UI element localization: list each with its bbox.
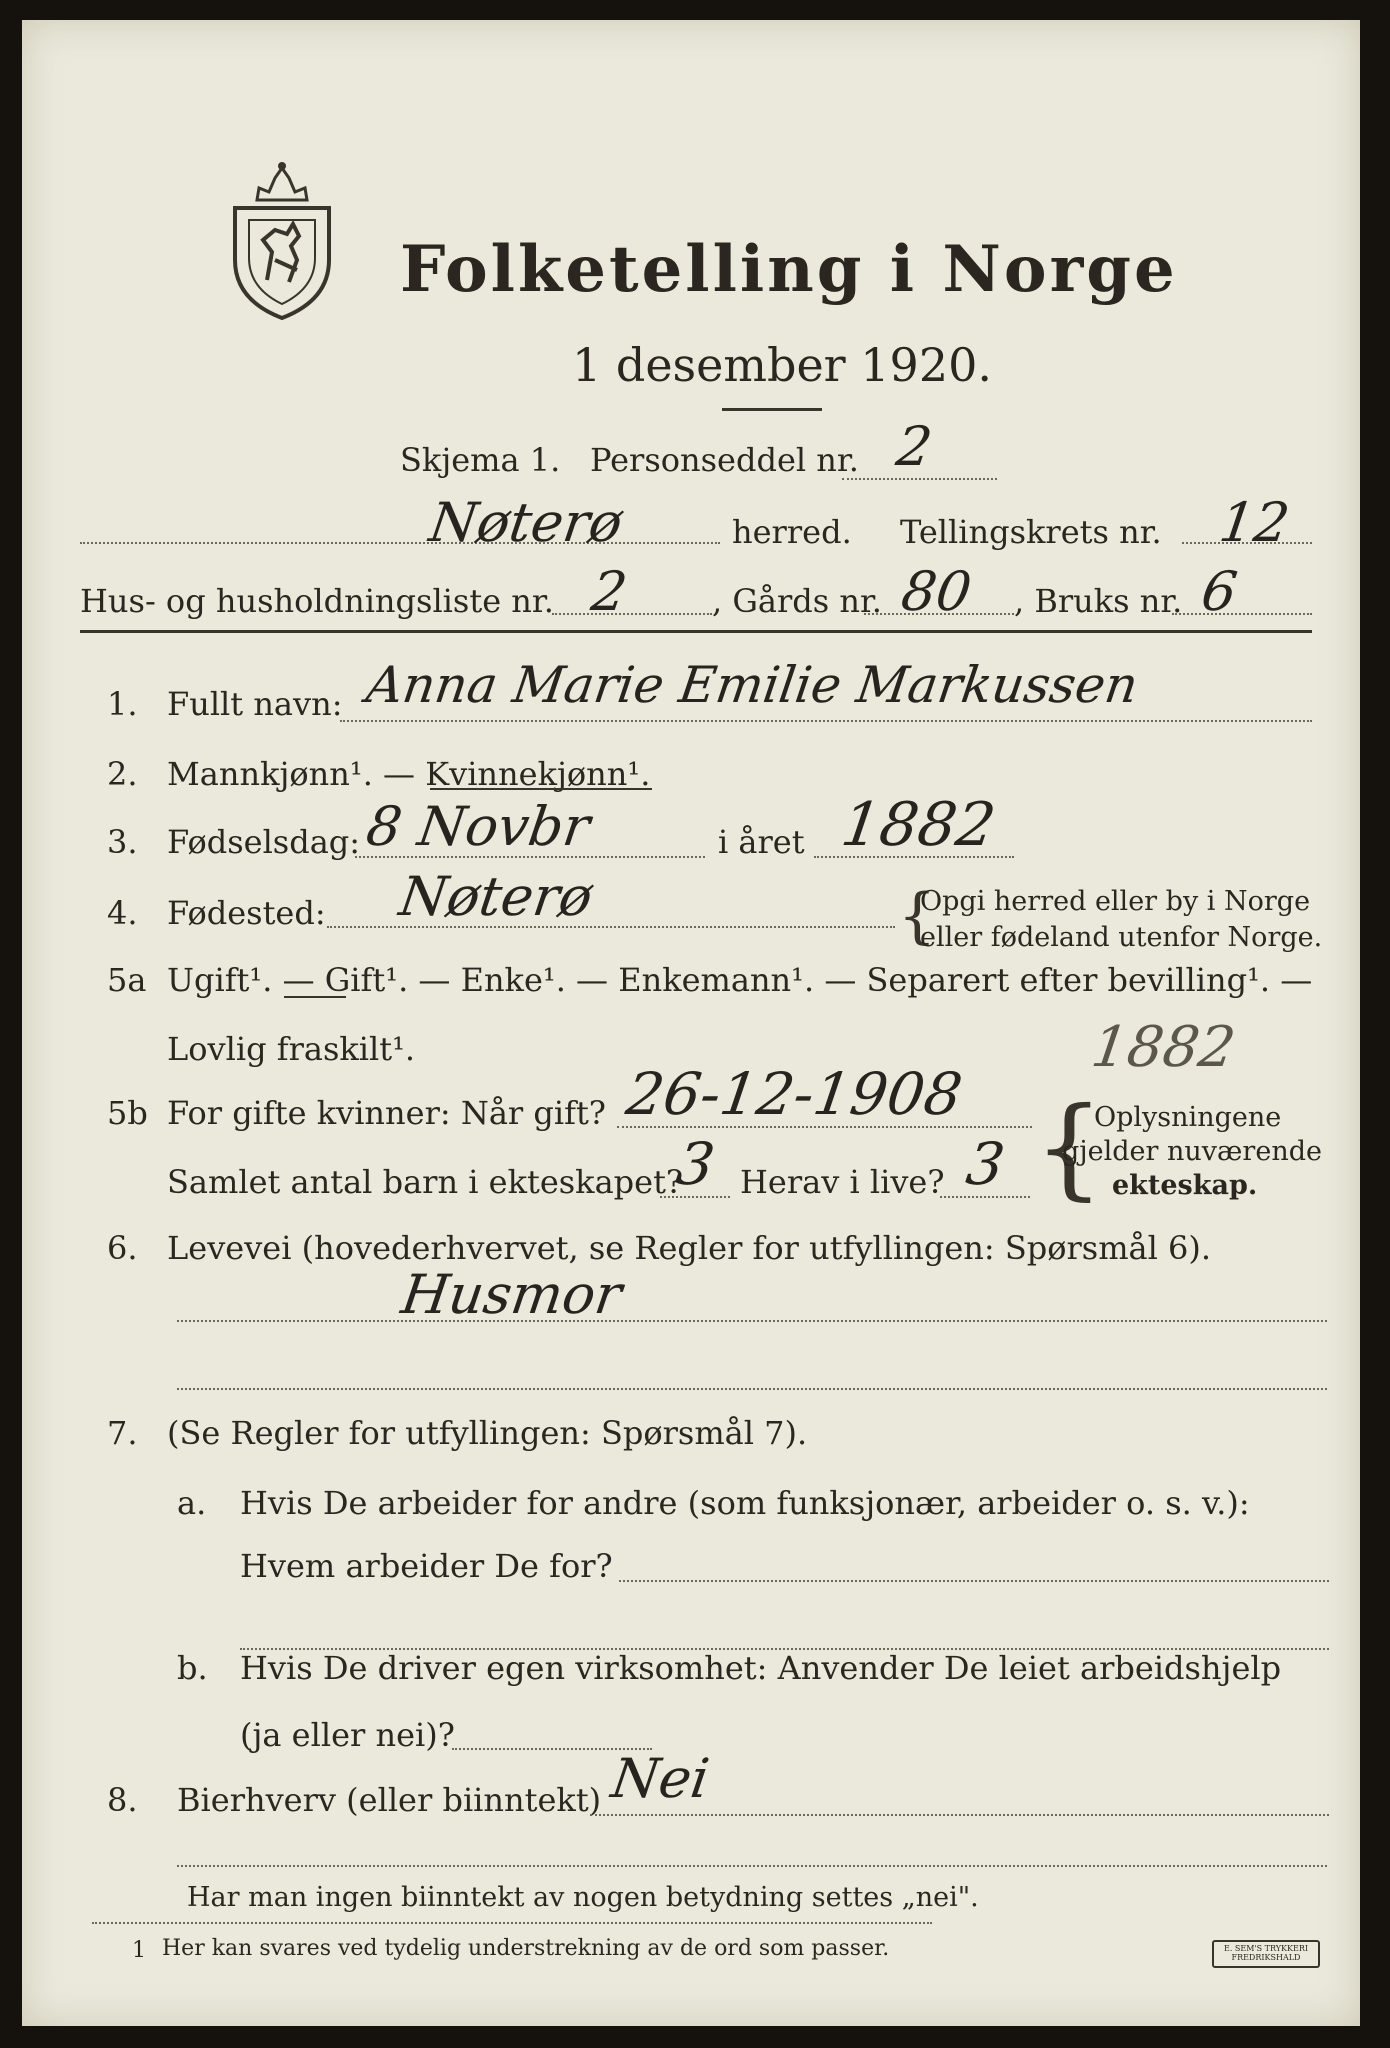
q1-label: Fullt navn: (167, 685, 343, 723)
header-divider (80, 630, 1312, 633)
q1-number: 1. (107, 685, 138, 723)
q2-number: 2. (107, 755, 138, 793)
q3-label: Fødselsdag: (167, 823, 361, 861)
q6-label: Levevei (hovederhvervet, se Regler for utfyllingen: Spørsmål 6). (167, 1229, 1212, 1267)
title-divider (722, 408, 822, 411)
q7b-number: b. (177, 1649, 208, 1687)
hus-label: Hus- og husholdningsliste nr. (80, 582, 554, 620)
form-date: 1 desember 1920. (572, 338, 992, 392)
gards-label: , Gårds nr. (712, 582, 882, 620)
q8-number: 8. (107, 1781, 138, 1819)
herred-label: herred. (732, 513, 852, 551)
q7a-line2: Hvem arbeider De for? (240, 1547, 613, 1585)
q4-number: 4. (107, 894, 138, 932)
bruks-value: 6 (1197, 560, 1241, 623)
q8-value: Nei (607, 1747, 713, 1810)
printer-stamp: E. SEM'S TRYKKERI FREDRIKSHALD (1212, 1940, 1320, 1968)
q6-line1 (177, 1320, 1327, 1322)
q1-line (340, 720, 1312, 722)
q6-line2 (177, 1388, 1327, 1390)
q5b-label2: Samlet antal barn i ekteskapet? (167, 1163, 684, 1201)
bruks-label: , Bruks nr. (1014, 582, 1183, 620)
q3-number: 3. (107, 823, 138, 861)
tellingskrets-label: Tellingskrets nr. (900, 513, 1162, 551)
tellingskrets-value: 12 (1215, 491, 1294, 554)
personseddel-label: Personseddel nr. (590, 441, 859, 479)
coat-of-arms-icon (227, 160, 337, 320)
q5a-line1: Ugift¹. — Gift¹. — Enke¹. — Enkemann¹. — Separert efter bevilling¹. — (167, 961, 1313, 999)
q5b-brace: { (1034, 1083, 1104, 1211)
q4-value: Nøterø (395, 865, 597, 928)
q8-line2 (177, 1865, 1327, 1867)
herred-line (80, 542, 720, 544)
q5a-underline (284, 996, 346, 998)
q5b-note-line1: Oplysningene (1094, 1102, 1282, 1133)
q4-note-line2: eller fødeland utenfor Norge. (920, 922, 1323, 953)
q5a-annotation: 1882 (1087, 1015, 1240, 1080)
q7a-line1: Hvis De arbeider for andre (som funksjonær, arbeider o. s. v.): (240, 1484, 1250, 1522)
personseddel-line (842, 478, 997, 480)
q5b-note-line2: gjelder nuværende (1062, 1136, 1322, 1167)
q5a-line2: Lovlig fraskilt¹. (167, 1030, 416, 1068)
skjema-label: Skjema 1. (400, 441, 561, 479)
q5b-note-line3: ekteskap. (1112, 1170, 1258, 1201)
q2-label: Mannkjønn¹. — Kvinnekjønn¹. (167, 755, 651, 793)
q5b-label3: Herav i live? (740, 1163, 945, 1201)
biinntekt-note: Har man ingen biinntekt av nogen betydning settes „nei". (187, 1882, 979, 1913)
hus-value: 2 (587, 560, 631, 623)
q6-value: Husmor (397, 1263, 626, 1326)
q7b-line1: Hvis De driver egen virksomhet: Anvender De leiet arbeidshjelp (240, 1649, 1282, 1687)
gards-value: 80 (897, 560, 976, 623)
q5b-number: 5b (107, 1094, 148, 1132)
q8-label: Bierhverv (eller biinntekt) (177, 1781, 602, 1819)
footnote-line (92, 1922, 932, 1924)
q4-label: Fødested: (167, 894, 326, 932)
q3-year-value: 1882 (837, 790, 1000, 860)
q5b-label1: For gifte kvinner: Når gift? (167, 1094, 606, 1132)
personseddel-value: 2 (892, 415, 936, 478)
q5b-value1: 26-12-1908 (622, 1060, 967, 1128)
footnote-mark: 1 (132, 1938, 146, 1963)
q7b-line2: (ja eller nei)? (240, 1716, 455, 1754)
q5b-value2: 3 (672, 1130, 719, 1198)
q1-value: Anna Marie Emilie Markussen (362, 656, 1142, 714)
bruks-line (1172, 613, 1312, 615)
q7-label: (Se Regler for utfyllingen: Spørsmål 7). (167, 1414, 808, 1452)
hus-line (552, 613, 712, 615)
q2-underline (430, 788, 652, 790)
q6-number: 6. (107, 1229, 138, 1267)
q3-year-label: i året (718, 823, 805, 861)
q4-note-line1: Opgi herred eller by i Norge (920, 886, 1311, 917)
footnote: Her kan svares ved tydelig understrekning av de ord som passer. (162, 1936, 890, 1961)
herred-value: Nøterø (425, 491, 627, 554)
q8-line (590, 1814, 1329, 1816)
q3-value: 8 Novbr (362, 795, 594, 858)
q7a-line (619, 1580, 1329, 1582)
census-form (22, 20, 1360, 2026)
q4-brace: { (898, 881, 937, 951)
q5b-value3: 3 (962, 1130, 1009, 1198)
q7-number: 7. (107, 1414, 138, 1452)
q7a-number: a. (177, 1484, 207, 1522)
q5a-number: 5a (107, 961, 147, 999)
form-title: Folketelling i Norge (400, 232, 1178, 307)
